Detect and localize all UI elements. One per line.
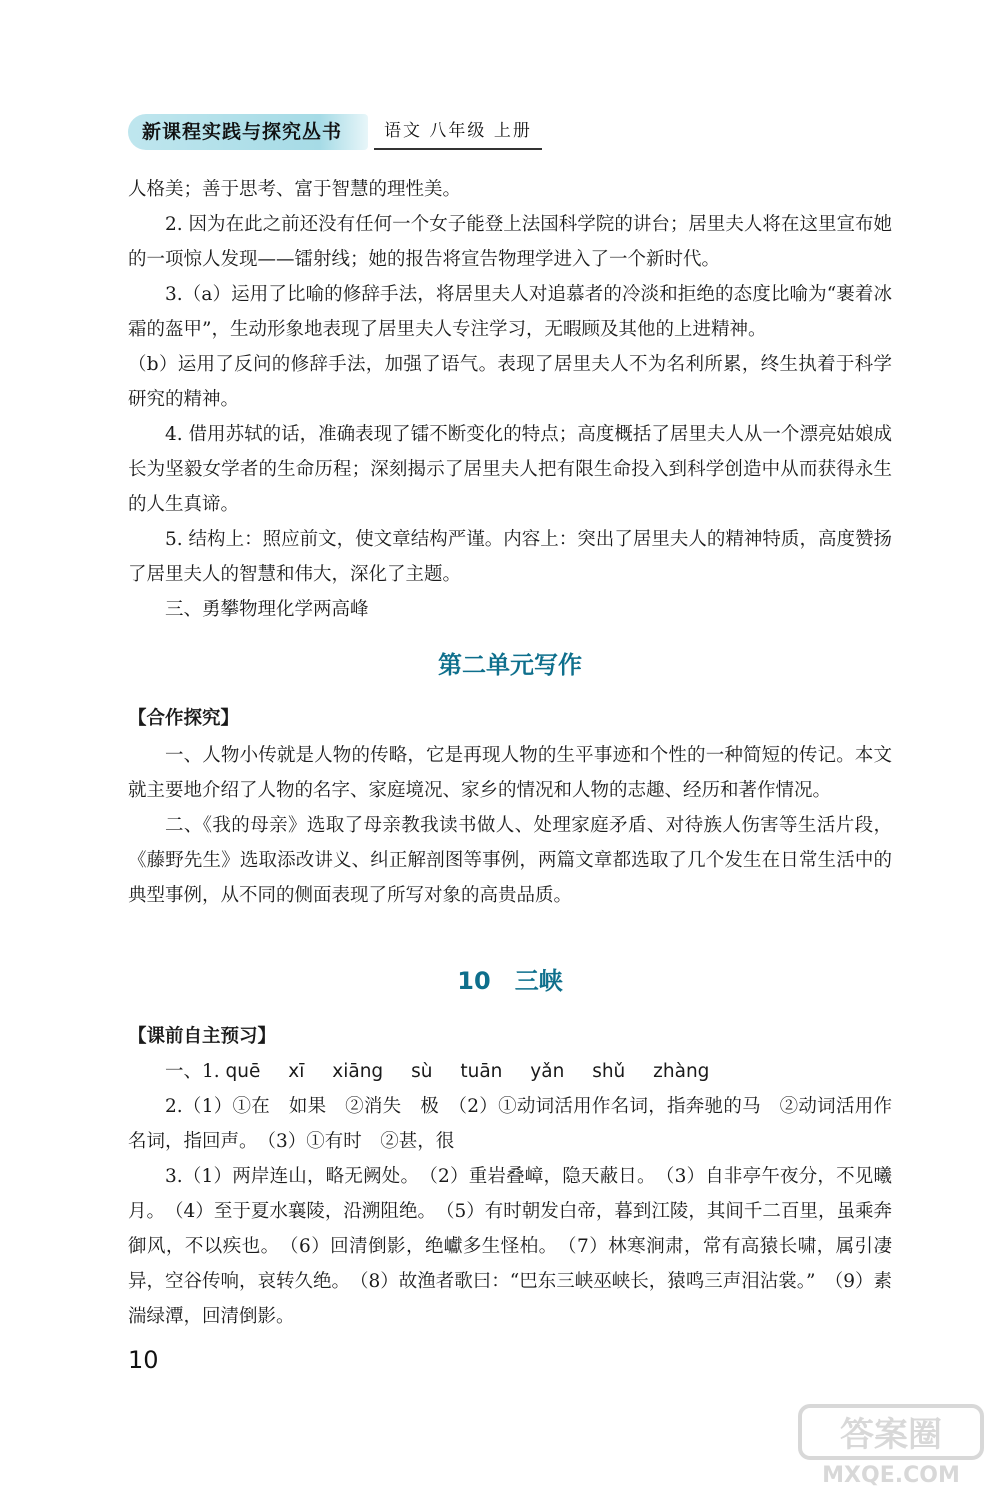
paragraph: 2.（1）①在 如果 ②消失 极 （2）①动词活用作名词，指奔驰的马 ②动词活用作名词，指回声。 （3）①有时 ②甚，很 xyxy=(128,1096,892,1152)
series-title: 新课程实践与探究丛书 xyxy=(128,114,368,150)
pinyin-item: yǎn xyxy=(530,1061,565,1082)
pinyin-line xyxy=(128,1054,892,1089)
lesson-10-body xyxy=(128,1054,892,1334)
pinyin-item: zhàng xyxy=(653,1061,710,1082)
pinyin-item: sù xyxy=(411,1061,433,1082)
item-prefix: 一、1. xyxy=(165,1061,220,1082)
watermark-url: MXQE.COM xyxy=(822,1463,960,1486)
paragraph: 3.（1）两岸连山，略无阙处。 （2）重岩叠嶂，隐天蔽日。 （3）自非亭午夜分，不见曦月。 （4）至于夏水襄陵，沿溯阻绝。 （5）有时朝发白帝，暮到江陵，其间千二百里，虽乘奔御风，不以疾也。 （6）回清倒影，绝巘多生怪柏。 （7）林寒涧肃，常有高猿长啸，属引凄异，空谷传响，哀转久绝。 （8）故渔者歌曰：“巴东三峡巫峡长，猿鸣三声泪沾裳。” （9）素湍绿潭，回清倒影。 xyxy=(128,1166,892,1327)
page-header xyxy=(128,114,542,150)
pinyin-list xyxy=(226,1061,722,1082)
paragraph: 5. 结构上：照应前文，使文章结构严谨。内容上：突出了居里夫人的精神特质，高度赞扬了居里夫人的智慧和伟大，深化了主题。 xyxy=(128,529,892,585)
paragraph: 三、勇攀物理化学两高峰 xyxy=(165,599,369,620)
pinyin-item: tuān xyxy=(460,1061,503,1082)
answers-continued xyxy=(128,172,892,627)
paragraph: 一、人物小传就是人物的传略，它是再现人物的生平事迹和个性的一种简短的传记。本文就主要地介绍了人物的名字、家庭境况、家乡的情况和人物的志趣、经历和著作情况。 xyxy=(128,745,892,801)
section-label: 【合作探究】 xyxy=(128,708,240,729)
paragraph: （b）运用了反问的修辞手法，加强了语气。表现了居里夫人不为名利所累，终生执着于科学研究的精神。 xyxy=(128,354,892,410)
pinyin-item: xiāng xyxy=(332,1061,384,1082)
pinyin-item: shǔ xyxy=(592,1061,626,1082)
book-meta: 语文 八年级 上册 xyxy=(374,118,542,150)
pinyin-item: xī xyxy=(288,1061,305,1082)
paragraph: 人格美；善于思考、富于智慧的理性美。 xyxy=(128,179,462,200)
pinyin-item: quē xyxy=(225,1061,261,1082)
section-title-unit-writing: 第二单元写作 xyxy=(438,651,582,679)
paragraph: 3.（a）运用了比喻的修辞手法，将居里夫人对追慕者的冷淡和拒绝的态度比喻为“裹着冰霜的盔甲”，生动形象地表现了居里夫人专注学习，无暇顾及其他的上进精神。 xyxy=(128,284,892,340)
section-title-lesson-10: 10 三峡 xyxy=(457,967,563,995)
unit-writing-body xyxy=(128,738,892,913)
paragraph: 4. 借用苏轼的话，准确表现了镭不断变化的特点；高度概括了居里夫人从一个漂亮姑娘成长为坚毅女学者的生命历程；深刻揭示了居里夫人把有限生命投入到科学创造中从而获得永生的人生真谛。 xyxy=(128,424,892,515)
watermark-text: 答案圈 xyxy=(840,1415,942,1455)
paragraph: 二、《我的母亲》选取了母亲教我读书做人、处理家庭矛盾、对待族人伤害等生活片段，《藤野先生》选取添改讲义、纠正解剖图等事例，两篇文章都选取了几个发生在日常生活中的典型事例，从不同的侧面表现了所写对象的高贵品质。 xyxy=(128,815,892,906)
paragraph: 2. 因为在此之前还没有任何一个女子能登上法国科学院的讲台；居里夫人将在这里宣布她的一项惊人发现——镭射线；她的报告将宣告物理学进入了一个新时代。 xyxy=(128,214,892,270)
page-number: 10 xyxy=(128,1346,159,1374)
section-label: 【课前自主预习】 xyxy=(128,1026,277,1047)
watermark-logo xyxy=(796,1402,986,1486)
